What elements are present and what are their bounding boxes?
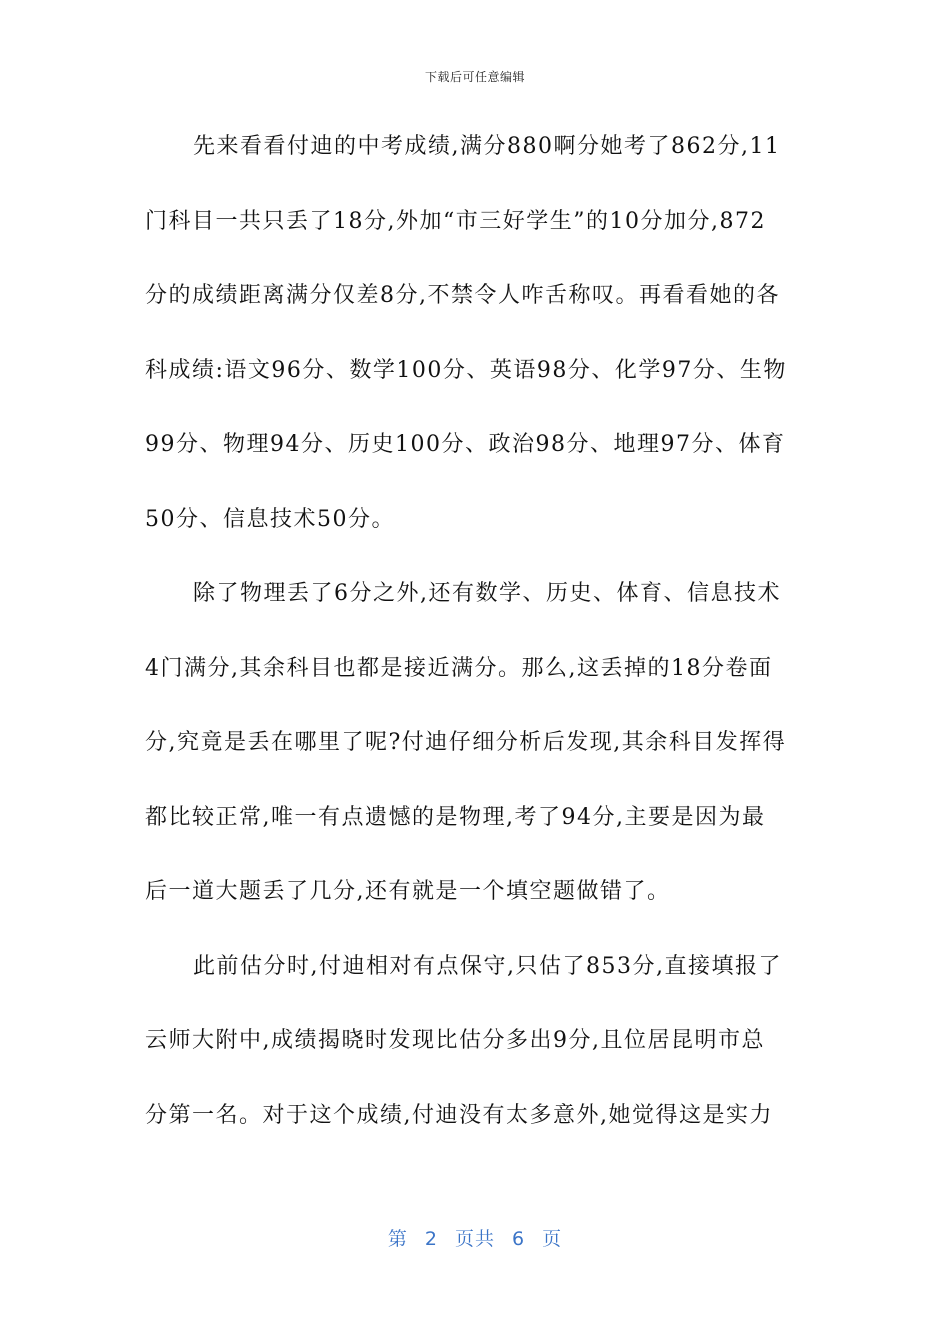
text-line: 4门满分,其余科目也都是接近满分。那么,这丢掉的18分卷面 (145, 655, 773, 681)
document-body (145, 126, 810, 1169)
paragraph-2 (145, 573, 810, 946)
page-footer: 第 2 页共 6 页 (387, 1228, 563, 1250)
text-line: 后一道大题丢了几分,还有就是一个填空题做错了。 (145, 879, 671, 904)
page-header: 下载后可任意编辑 (424, 70, 525, 84)
text-line: 门科目一共只丢了18分,外加“市三好学生”的10分加分,872 (145, 208, 766, 234)
text-line: 分,究竟是丢在哪里了呢?付迪仔细分析后发现,其余科目发挥得 (145, 730, 787, 755)
text-line: 先来看看付迪的中考成绩,满分880啊分她考了862分,11 (193, 134, 781, 159)
paragraph-1 (145, 126, 810, 573)
text-line: 99分、物理94分、历史100分、政治98分、地理97分、体育 (145, 432, 786, 457)
text-line: 都比较正常,唯一有点遗憾的是物理,考了94分,主要是因为最 (145, 804, 766, 830)
text-line: 科成绩:语文96分、数学100分、英语98分、化学97分、生物 (145, 357, 787, 383)
text-line: 此前估分时,付迪相对有点保守,只估了853分,直接填报了 (193, 953, 782, 979)
text-line: 云师大附中,成绩揭晓时发现比估分多出9分,且位居昆明市总 (145, 1028, 765, 1053)
text-line: 50分、信息技术50分。 (145, 506, 395, 532)
paragraph-3 (145, 946, 810, 1170)
text-line: 分第一名。对于这个成绩,付迪没有太多意外,她觉得这是实力 (145, 1102, 773, 1128)
text-line: 分的成绩距离满分仅差8分,不禁令人咋舌称叹。再看看她的各 (145, 283, 780, 308)
text-line: 除了物理丢了6分之外,还有数学、历史、体育、信息技术 (193, 581, 781, 606)
